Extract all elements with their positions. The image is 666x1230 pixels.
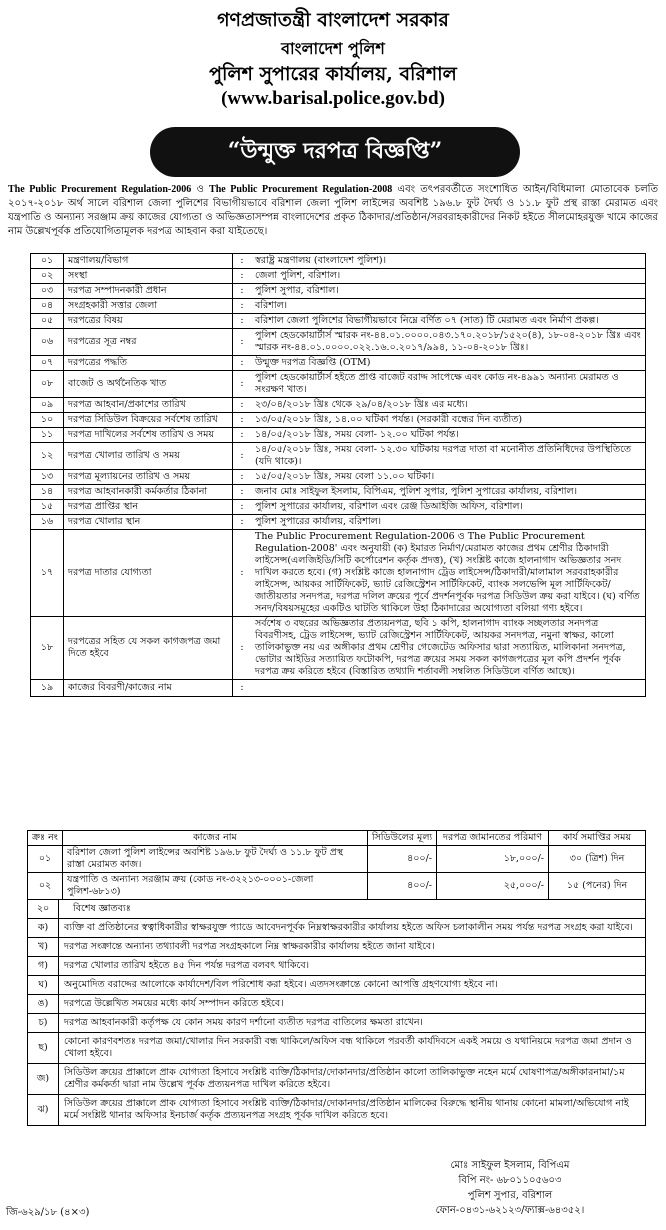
special-note-text: সিডিউল ক্রয়ের প্রাক্কালে প্রাক যোগ্যতা হিসাবে সংশ্লিষ্ট ব্যক্তি/ঠিকাদার/দোকানদার/প্রতিষ্ঠান কালো তালিকাভুক্ত নহেন মর্মে ঘোষণাপত্র/অঙ্গীকারনামা/১ম শ্রেণীর কর্মকর্তা দ্বারা নাম উল্লেখ পূর্বক প্রত্যয়নপত্র দাখিল করিতে হইবে। bbox=[59, 1064, 646, 1095]
special-note-label: ছ) bbox=[28, 1033, 59, 1064]
special-note-label: জ) bbox=[28, 1064, 59, 1095]
detail-label: দরপত্র খোলার স্থান bbox=[64, 515, 233, 530]
conjunction: ও bbox=[191, 184, 210, 195]
work-security: ১৮,০০০/- bbox=[437, 846, 549, 873]
detail-value bbox=[251, 680, 646, 697]
detail-label: দরপত্র খোলার তারিখ ও সময় bbox=[64, 443, 233, 470]
special-note-text: ব্যক্তি বা প্রতিষ্ঠানের স্বত্বাধিকারীর স্বাক্ষরযুক্ত প্যাডে আবেদনপূর্বক নিম্নস্বাক্ষরকারীর কার্যালয় হইতে অফিস চলাকালীন সময় পর্যন্ত দরপত্র সংগ্রহ করা যাইবে। bbox=[59, 919, 646, 938]
col-work-name: কাজের নাম bbox=[63, 831, 368, 846]
detail-number: ০৩ bbox=[31, 284, 64, 299]
detail-number: ০৫ bbox=[31, 314, 64, 329]
detail-value: জনাব মোঃ সাইফুল ইসলাম, বিপিএম, পুলিশ সুপার, পুলিশ সুপারের কার্যালয়, বরিশাল। bbox=[251, 485, 646, 500]
work-schedule-price: ৪০০/- bbox=[368, 846, 437, 873]
special-note-row bbox=[28, 1014, 646, 1033]
detail-colon: : bbox=[233, 500, 252, 515]
detail-row bbox=[31, 356, 646, 371]
work-completion-time: ৩০ (ত্রিশ) দিন bbox=[549, 846, 646, 873]
detail-colon: : bbox=[233, 314, 252, 329]
detail-value: The Public Procurement Regulation-2006 ও The Public Procurement Regulation-2008' এবং অনুযায়ী (ক) ইমারত নির্মাণ/মেরামত কাজের প্রথম শ্রেণীর ঠিকাদারী লাইসেন্স(এলজিইডি/সিটি কর্পোরেশন কর্তৃক প্রদত্ত), (খ) সংশ্লিষ্ট কাজে হালনাগাদ অভিজ্ঞতার সনদ দাখিল করতে হবে। (গ) সংশ্লিষ্ট কাজে হালনাগাদ ট্রেড লাইসেন্স/ঠিকাদারী/মালামাল সরবরাহকারীর লাইসেন্স, আয়কর সার্টিফিকেট, ভ্যাট রেজিস্ট্রেশন সার্টিফিকেট, ব্যাংক সলভেন্সি মূল সার্টিফিকেট/জাতীয়তার সনদপত্র, দরপত্র দলিল ক্রয়ের পূর্বে প্রদর্শনপূর্বক দরপত্র সিডিউল ক্রয় করা যাইবে। (ঘ) বর্ণিত সনদ/বিষয়সমূহের একটিও ঘাটতি থাকিলে উহা ঠিকাদারের অযোগ্যতা বলিয়া গণ্য হইবে। bbox=[251, 530, 646, 617]
col-completion: কার্য সমাপ্তির সময় bbox=[549, 831, 646, 846]
detail-label: দরপত্র প্রাপ্তির স্থান bbox=[64, 500, 233, 515]
regulation-2006: The Public Procurement Regulation-2006 bbox=[8, 184, 192, 195]
detail-row bbox=[31, 398, 646, 413]
special-note-text: কোনো কারণবশতঃ দরপত্র জমা/খোলার দিন সরকারী বন্ধ থাকিলে/অফিস বন্ধ থাকিলে পরবর্তী কার্যদিবসে একই সময়ে ও যথানিয়মে দরপত্র জমা প্রদান ও খোলা হইবে। bbox=[59, 1033, 646, 1064]
police-title: বাংলাদেশ পুলিশ bbox=[281, 39, 385, 58]
special-note-label: চ) bbox=[28, 1014, 59, 1033]
col-security: দরপত্র জামানতের পরিমাণ bbox=[437, 831, 549, 846]
detail-number: ১৩ bbox=[31, 470, 64, 485]
detail-row bbox=[31, 413, 646, 428]
detail-value: স্বরাষ্ট্র মন্ত্রণালয় (বাংলাদেশ পুলিশ)। bbox=[251, 254, 646, 269]
detail-number: ১৫ bbox=[31, 500, 64, 515]
special-note-label: খ) bbox=[28, 938, 59, 957]
special-note-label: ক) bbox=[28, 919, 59, 938]
special-notes-number: ২০ bbox=[28, 900, 59, 919]
detail-row bbox=[31, 371, 646, 398]
detail-label: দরপত্রের বিষয় bbox=[64, 314, 233, 329]
detail-colon: : bbox=[233, 299, 252, 314]
detail-label: দরপত্র আহবানকারী কর্মকর্তার ঠিকানা bbox=[64, 485, 233, 500]
tender-details-table bbox=[30, 253, 646, 697]
special-notes-title: বিশেষ জ্ঞাতব্যঃ bbox=[59, 900, 646, 919]
detail-row bbox=[31, 443, 646, 470]
detail-number: ০২ bbox=[31, 269, 64, 284]
special-note-text: সিডিউল ক্রয়ের প্রাক্কালে প্রাক যোগ্যতা হিসাবে সংশ্লিষ্ট ব্যক্তি/ঠিকাদার/দোকানদার/প্রতিষ্ঠান মালিকের বিরুদ্ধে স্থানীয় থানায় কোনো মামলা/অভিযোগ নাই মর্মে সংশ্লিষ্ট থানার অফিসার ইনচার্জ কর্তৃক প্রত্যয়নপত্র সংগ্রহ পূর্বক দাখিল করিতে হবে। bbox=[59, 1095, 646, 1126]
intro-paragraph bbox=[8, 183, 658, 239]
detail-row bbox=[31, 680, 646, 697]
detail-colon: : bbox=[233, 413, 252, 428]
detail-row bbox=[31, 428, 646, 443]
notice-banner: “উন্মুক্ত দরপত্র বিজ্ঞপ্তি” bbox=[150, 127, 520, 177]
detail-number: ১৯ bbox=[31, 680, 64, 697]
special-note-text: দরপত্র সংক্রান্তে অন্যান্য তথ্যাবলী দরপত্র সংগ্রহকালে নিম্ন স্বাক্ষরকারীর কার্যালয় হইতে জানা যাইবে। bbox=[59, 938, 646, 957]
detail-row bbox=[31, 500, 646, 515]
detail-label: দরপত্র দাখিলের সর্বশেষ তারিখ ও সময় bbox=[64, 428, 233, 443]
detail-value: পুলিশ হেডকোয়ার্টার্স হইতে প্রাপ্ত বাজেট বরাদ্দ সাপেক্ষে এবং কোড নং-৪৯৯১ অন্যান্য মেরামত ও সংরক্ষণ খাত। bbox=[251, 371, 646, 398]
work-name: যন্ত্রপাতি ও অন্যান্য সরঞ্জাম ক্রয় (কোড নং-৩২২১৩-০০০১-জেলা পুলিশ-৬৮১৩) bbox=[63, 873, 368, 900]
detail-colon: : bbox=[233, 428, 252, 443]
detail-number: ০১ bbox=[31, 254, 64, 269]
work-serial: ০২ bbox=[28, 873, 63, 900]
special-note-row bbox=[28, 1033, 646, 1064]
detail-row bbox=[31, 485, 646, 500]
special-note-row bbox=[28, 919, 646, 938]
detail-label: দরপত্র আহবান/প্রকাশের তারিখ bbox=[64, 398, 233, 413]
detail-value: সর্বশেষ ৩ বছরের অভিজ্ঞতার প্রত্যয়নপত্র, ছবি ১ কপি, হালনাগাদ ব্যাংক সচ্ছলতার সনদপত্র বিবরণীসহ, ট্রেড লাইসেন্স, ভ্যাট রেজিস্ট্রেশন সার্টিফিকেট, আয়কর সনদপত্র, নমুনা স্বাক্ষর, কালো তালিকাভুক্ত নয় এর অঙ্গীকার প্রথম শ্রেণীর গেজেটেড অফিসার দ্বারা সত্যায়িত, মালিকানা সনদপত্র, ভোটার আইডির সত্যায়িত ফটোকপি, দরপত্র ক্রয়ের সময় সকল কাগজপত্রের মূল কপি প্রদর্শন পূর্বক দরপত্র ক্রয় করিতে হইবে (বিস্তারিত তথ্যাদি শর্তাবলী সম্বলিত সিডিউলে বর্ণিত আছে)। bbox=[251, 617, 646, 680]
special-notes-title-row bbox=[28, 900, 646, 919]
detail-colon: : bbox=[233, 356, 252, 371]
detail-label: দরপত্রের সূত্র নম্বর bbox=[64, 329, 233, 356]
detail-row bbox=[31, 284, 646, 299]
works-header-row bbox=[28, 831, 646, 846]
detail-row bbox=[31, 470, 646, 485]
detail-label: সংস্থা bbox=[64, 269, 233, 284]
regulation-2008: The Public Procurement Regulation-2008 bbox=[209, 184, 393, 195]
work-schedule-price: ৪০০/- bbox=[368, 873, 437, 900]
detail-colon: : bbox=[233, 398, 252, 413]
special-note-label: ঙ) bbox=[28, 995, 59, 1014]
detail-label: দরপত্র মূল্যায়নের তারিখ ও সময় bbox=[64, 470, 233, 485]
detail-row bbox=[31, 617, 646, 680]
detail-value: পুলিশ সুপারের কার্যালয়, বরিশাল এবং রেঞ্জ ডিআইজি অফিস, বরিশাল। bbox=[251, 500, 646, 515]
special-note-text: দরপত্র আহবানকারী কর্তৃপক্ষ যে কোন সময় কারণ দর্শানো ব্যতীত দরপত্র বাতিলের ক্ষমতা রাখেন। bbox=[59, 1014, 646, 1033]
special-note-row bbox=[28, 1095, 646, 1126]
detail-label: দরপত্র দাতার যোগ্যতা bbox=[64, 530, 233, 617]
govt-title: গণপ্রজাতন্ত্রী বাংলাদেশ সরকার bbox=[217, 9, 449, 31]
special-notes-table bbox=[27, 899, 646, 1126]
col-serial: ক্রঃ নং bbox=[28, 831, 63, 846]
special-note-text: দরপত্রে উল্লেখিত সময়ের মধ্যে কার্য সম্পাদন করিতে হইবে। bbox=[59, 995, 646, 1014]
detail-value: ১৫/০৫/২০১৮ খ্রিঃ, সময় বেলা ১১.০০ ঘটিকা। bbox=[251, 470, 646, 485]
detail-number: ০৯ bbox=[31, 398, 64, 413]
detail-label: সংগ্রহকারী সত্তার জেলা bbox=[64, 299, 233, 314]
special-note-row bbox=[28, 1064, 646, 1095]
detail-value: পুলিশ হেডকোয়ার্টার্স স্মারক নং-৪৪.০১.০০০০.০৪৩.১৭০.২০১৮/১৫২০(৪), ১৮-০৪-২০১৮ খ্রিঃ এবং স্মারক নং-৪৪.০১.০০০০.০২২.১৬.০.২০১৭/৯৯৪, ১১-০৪-২০১৮ খ্রিঃ। bbox=[251, 329, 646, 356]
special-note-text: দরপত্র খোলার তারিখ হইতে ৪৫ দিন পর্যন্ত দরপত্র বলবৎ থাকিবে। bbox=[59, 957, 646, 976]
detail-row bbox=[31, 299, 646, 314]
detail-colon: : bbox=[233, 269, 252, 284]
work-row bbox=[28, 873, 646, 900]
detail-number: ১২ bbox=[31, 443, 64, 470]
intro-text: এবং তৎপরবর্তীতে সংশোধিত আইন/বিধিমালা মোতাবেক চলতি ২০১৭-২০১৮ অর্থ সালে বরিশাল জেলা পুলিশের বিভাগীয়ভাবে বরিশাল জেলা পুলিশ লাইন্সের অবশিষ্ট ১৯৬.৮ ফুট দৈর্ঘ্য ও ১১.৮ ফুট প্রস্থ রাস্তা মেরামত এবং যন্ত্রপাতি ও অন্যান্য সরঞ্জাম ক্রয় কাজের যোগ্যতা ও অভিজ্ঞতাসম্পন্ন বাংলাদেশের প্রকৃত ঠিকাদার/প্রতিষ্ঠান/সরবরাহকারীদের নিকট হইতে সীলমোহরযুক্ত খামে কাজের নাম উল্লেখপূর্বক প্রতিযোগিতামূলক দরপত্র আহবান করা যাইতেছে। bbox=[8, 184, 659, 237]
signatory-bp: বিপি নং- ৬৮০১১০৫৬০৩ bbox=[458, 1175, 562, 1186]
detail-colon: : bbox=[233, 680, 252, 697]
signature-block bbox=[410, 1158, 610, 1218]
signatory-name: মোঃ সাইফুল ইসলাম, বিপিএম bbox=[450, 1160, 570, 1171]
detail-colon: : bbox=[233, 515, 252, 530]
detail-number: ০৮ bbox=[31, 371, 64, 398]
detail-number: ০৪ bbox=[31, 299, 64, 314]
detail-colon: : bbox=[233, 329, 252, 356]
col-schedule-price: সিডিউলের মূল্য bbox=[368, 831, 437, 846]
detail-row bbox=[31, 515, 646, 530]
detail-row bbox=[31, 530, 646, 617]
work-name: বরিশাল জেলা পুলিশ লাইন্সের অবশিষ্ট ১৯৬.৮ ফুট দৈর্ঘ্য ও ১১.৮ ফুট প্রস্থ রাস্তা মেরামত কাজ। bbox=[63, 846, 368, 873]
detail-colon: : bbox=[233, 470, 252, 485]
detail-row bbox=[31, 254, 646, 269]
detail-label: কাজের বিবরণী/কাজের নাম bbox=[64, 680, 233, 697]
signatory-title: পুলিশ সুপার, বরিশাল bbox=[467, 1190, 553, 1201]
detail-value: ২৩/০৪/২০১৮ খ্রিঃ থেকে ২৯/০৪/২০১৮ খ্রিঃ এর মধ্যে। bbox=[251, 398, 646, 413]
work-security: ২৫,০০০/- bbox=[437, 873, 549, 900]
detail-label: দরপত্রের সহিত যে সকল কাগজপত্র জমা দিতে হইবে bbox=[64, 617, 233, 680]
detail-colon: : bbox=[233, 617, 252, 680]
detail-value: ১৩/০৫/২০১৮ খ্রিঃ, ১৪.০০ ঘটিকা পর্যন্ত। (সরকারী বন্ধের দিন ব্যতীত) bbox=[251, 413, 646, 428]
detail-value: পুলিশ সুপার, বরিশাল। bbox=[251, 284, 646, 299]
work-completion-time: ১৫ (পনের) দিন bbox=[549, 873, 646, 900]
detail-number: ১৪ bbox=[31, 485, 64, 500]
work-row bbox=[28, 846, 646, 873]
detail-number: ১৬ bbox=[31, 515, 64, 530]
website-link[interactable]: (www.barisal.police.gov.bd) bbox=[221, 88, 445, 109]
special-note-label: ঘ) bbox=[28, 976, 59, 995]
detail-value: বরিশাল। bbox=[251, 299, 646, 314]
detail-value: জেলা পুলিশ, বরিশাল। bbox=[251, 269, 646, 284]
detail-number: ০৬ bbox=[31, 329, 64, 356]
detail-value: ১৪/০৫/২০১৮ খ্রিঃ, সময় বেলা- ১২.৩০ ঘটিকায় দরপত্র দাতা বা মনোনীত প্রতিনিধিদের উপস্থিতিতে (যদি থাকে)। bbox=[251, 443, 646, 470]
detail-label: মন্ত্রণালয়/বিভাগ bbox=[64, 254, 233, 269]
detail-colon: : bbox=[233, 485, 252, 500]
special-note-row bbox=[28, 976, 646, 995]
detail-colon: : bbox=[233, 443, 252, 470]
signatory-contact: ফোন-০৪৩১-৬২১২৩/ফ্যাক্স-৬৪৩৫২। bbox=[435, 1205, 585, 1216]
detail-number: ১৭ bbox=[31, 530, 64, 617]
special-note-label: ঝ) bbox=[28, 1095, 59, 1126]
detail-row bbox=[31, 329, 646, 356]
special-note-row bbox=[28, 938, 646, 957]
detail-label: দরপত্র সম্পাদনকারী প্রধান bbox=[64, 284, 233, 299]
detail-number: ১০ bbox=[31, 413, 64, 428]
works-table bbox=[27, 830, 646, 900]
detail-label: বাজেট ও অর্থনৈতিক খাত bbox=[64, 371, 233, 398]
work-serial: ০১ bbox=[28, 846, 63, 873]
detail-label: দরপত্রের পদ্ধতি bbox=[64, 356, 233, 371]
detail-number: ০৭ bbox=[31, 356, 64, 371]
detail-row bbox=[31, 269, 646, 284]
detail-colon: : bbox=[233, 530, 252, 617]
detail-number: ১৮ bbox=[31, 617, 64, 680]
detail-value: উন্মুক্ত দরপত্র বিজ্ঞপ্তি (OTM) bbox=[251, 356, 646, 371]
detail-value: ১৪/০৫/২০১৮ খ্রিঃ, সময় বেলা- ১২.০০ ঘটিকা পর্যন্ত। bbox=[251, 428, 646, 443]
detail-value: পুলিশ সুপারের কার্যালয়, বরিশাল। bbox=[251, 515, 646, 530]
detail-colon: : bbox=[233, 371, 252, 398]
detail-number: ১১ bbox=[31, 428, 64, 443]
office-title: পুলিশ সুপারের কার্যালয়, বরিশাল bbox=[209, 63, 457, 85]
special-note-row bbox=[28, 957, 646, 976]
special-note-text: অনুমোদিত বরাদ্দের আলোকে কার্যাদেশ/বিল পরিশোধ করা হইবে। এতদসংক্রান্তে কোনো আপত্তি গ্রহণযোগ্য হইবে না। bbox=[59, 976, 646, 995]
detail-label: দরপত্র সিডিউল বিক্রয়ের সর্বশেষ তারিখ bbox=[64, 413, 233, 428]
reference-code: জি-৬২৯/১৮ (৪×৩) bbox=[6, 1207, 90, 1218]
detail-row bbox=[31, 314, 646, 329]
detail-colon: : bbox=[233, 254, 252, 269]
detail-colon: : bbox=[233, 284, 252, 299]
special-note-row bbox=[28, 995, 646, 1014]
detail-value: বরিশাল জেলা পুলিশের বিভাগীয়ভাবে নিম্নে বর্ণিত ০৭ (সাত) টি মেরামত এবং নির্মাণ প্রকল্প। bbox=[251, 314, 646, 329]
special-note-label: গ) bbox=[28, 957, 59, 976]
